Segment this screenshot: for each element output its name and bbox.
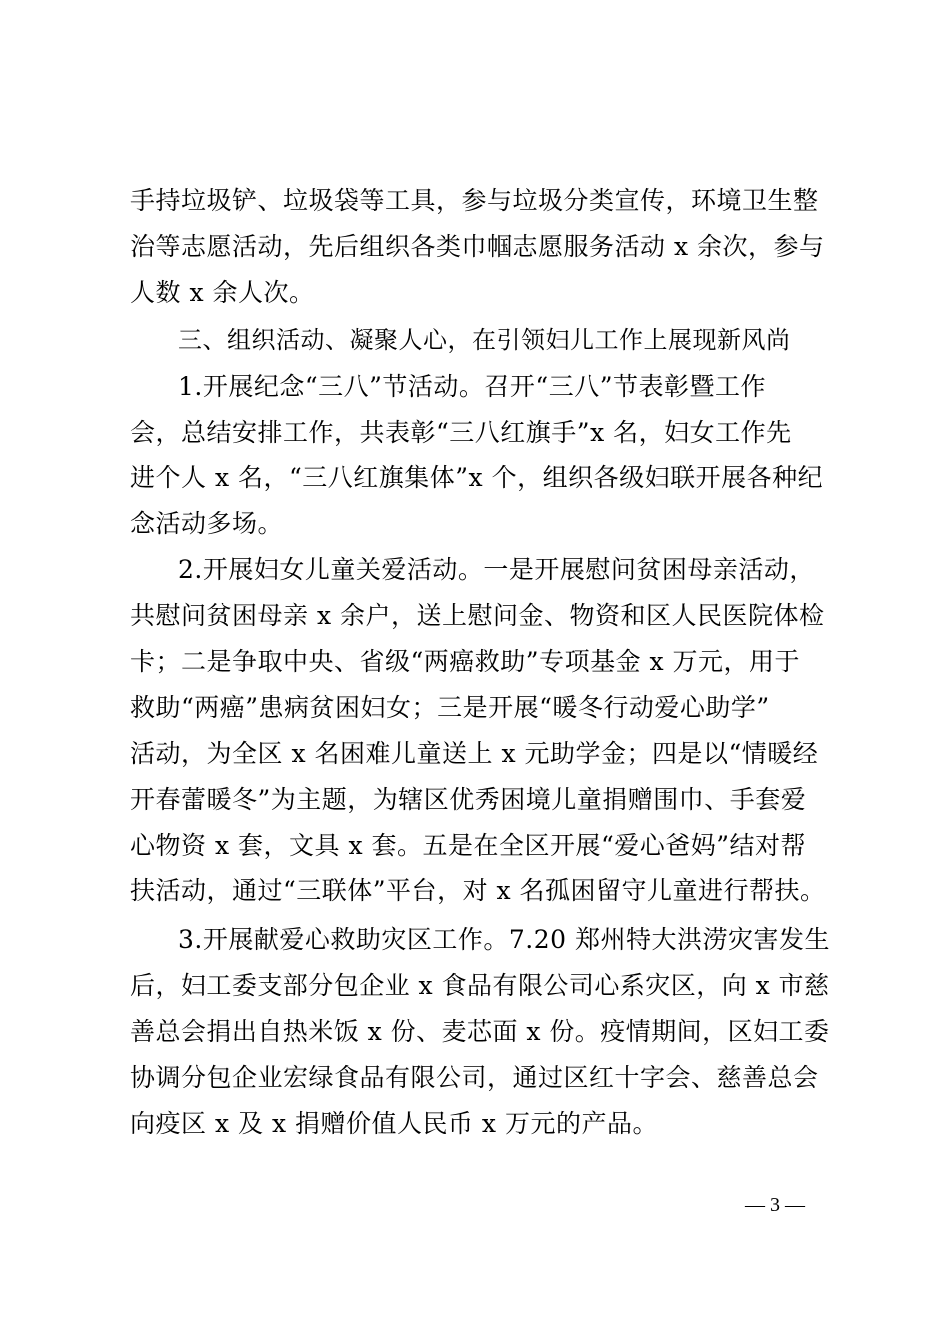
paragraph-line: 2.开展妇女儿童关爱活动。一是开展慰问贫困母亲活动， [178,555,815,584]
section-heading: 三、组织活动、凝聚人心，在引领妇儿工作上展现新风尚 [178,326,791,354]
paragraph-line: 活动，为全区 x 名困难儿童送上 x 元助学金；四是以“情暖经 [130,739,819,768]
paragraph-line: 会，总结安排工作，共表彰“三八红旗手”x 名，妇女工作先 [130,418,792,447]
paragraph-line: 人数 x 余人次。 [130,278,315,307]
paragraph-line: 向疫区 x 及 x 捐赠价值人民币 x 万元的产品。 [130,1109,658,1138]
paragraph-line: 协调分包企业宏绿食品有限公司，通过区红十字会、慈善总会 [130,1063,819,1092]
paragraph-line: 开春蕾暖冬”为主题，为辖区优秀困境儿童捐赠围巾、手套爱 [130,785,807,814]
paragraph-line: 治等志愿活动，先后组织各类巾帼志愿服务活动 x 余次，参与 [130,232,825,261]
page-number: — 3 — [745,1194,805,1216]
paragraph-line: 1.开展纪念“三八”节活动。召开“三八”节表彰暨工作 [178,372,766,401]
paragraph-line: 后，妇工委支部分包企业 x 食品有限公司心系灾区，向 x 市慈 [130,971,830,1000]
paragraph-line: 念活动多场。 [130,509,284,538]
paragraph-line: 进个人 x 名，“三八红旗集体”x 个，组织各级妇联开展各种纪 [130,463,824,492]
paragraph-line: 共慰问贫困母亲 x 余户，送上慰问金、物资和区人民医院体检 [130,601,825,630]
paragraph-line: 心物资 x 套，文具 x 套。五是在全区开展“爱心爸妈”结对帮 [130,831,807,860]
paragraph-line: 手持垃圾铲、垃圾袋等工具，参与垃圾分类宣传，环境卫生整 [130,186,819,215]
paragraph-line: 救助“两癌”患病贫困妇女；三是开展“暖冬行动爱心助学” [130,693,770,722]
paragraph-line: 善总会捐出自热米饭 x 份、麦芯面 x 份。疫情期间，区妇工委 [130,1017,830,1046]
paragraph-line: 扶活动，通过“三联体”平台，对 x 名孤困留守儿童进行帮扶。 [130,876,826,905]
paragraph-line: 3.开展献爱心救助灾区工作。7.20 郑州特大洪涝灾害发生 [178,925,830,954]
paragraph-line: 卡；二是争取中央、省级“两癌救助”专项基金 x 万元，用于 [130,647,801,676]
